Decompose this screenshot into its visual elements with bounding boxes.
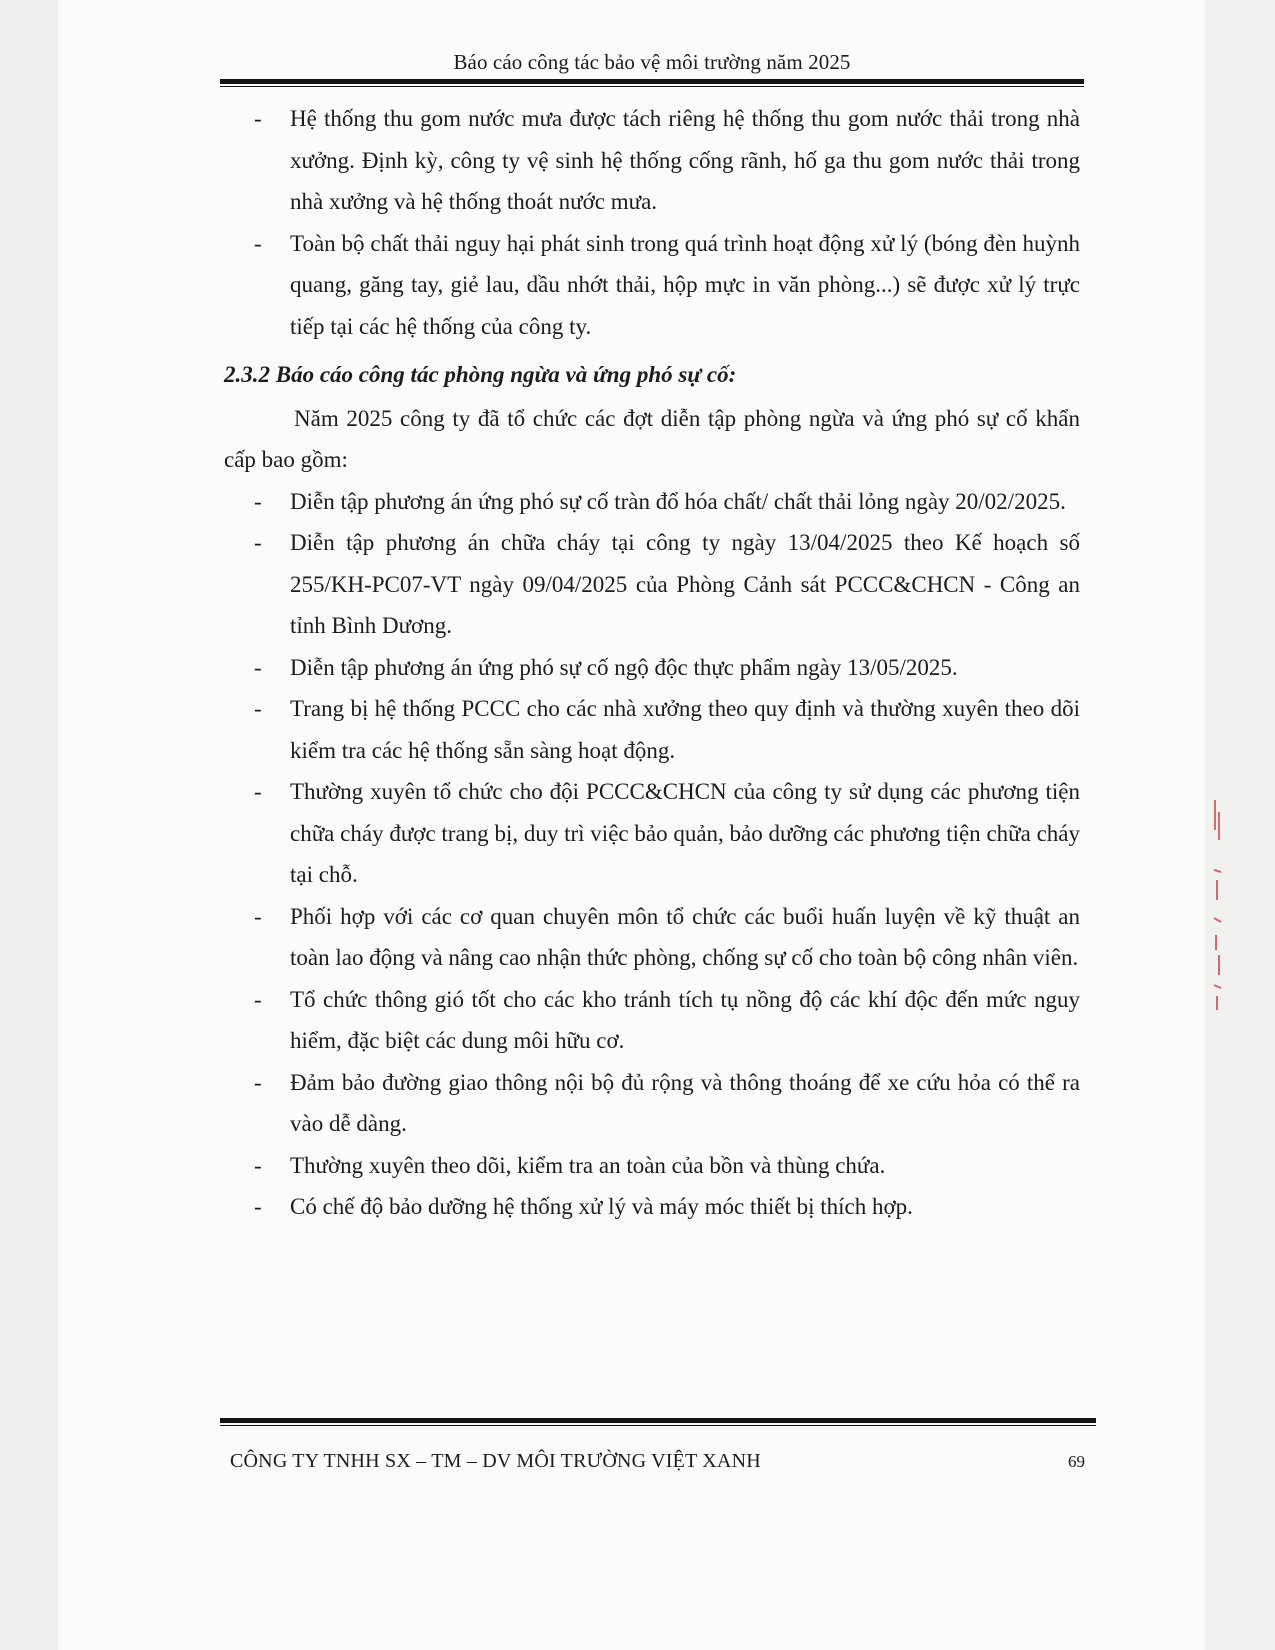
bullet-dash: - <box>254 654 262 680</box>
bullet-dash: - <box>254 230 262 256</box>
footer-company-name: CÔNG TY TNHH SX – TM – DV MÔI TRƯỜNG VIỆT XANH <box>230 1450 761 1472</box>
bullet-dash: - <box>254 903 262 929</box>
list-item: - Đảm bảo đường giao thông nội bộ đủ rộng và thông thoáng để xe cứu hỏa có thể ra vào dễ dàng. <box>224 1062 1080 1145</box>
list-item: - Có chế độ bảo dưỡng hệ thống xử lý và máy móc thiết bị thích hợp. <box>224 1186 1080 1228</box>
list-item: - Toàn bộ chất thải nguy hại phát sinh trong quá trình hoạt động xử lý (bóng đèn huỳnh quang, găng tay, giẻ lau, dầu nhớt thải, hộp mực in văn phòng...) sẽ được xử lý trực tiếp tại các hệ thống của công ty. <box>224 223 1080 348</box>
scan-left-margin <box>0 0 58 1650</box>
bullet-dash: - <box>254 1152 262 1178</box>
section-bullet-list <box>224 481 1080 1228</box>
bullet-dash: - <box>254 530 262 555</box>
section-heading: 2.3.2 Báo cáo công tác phòng ngừa và ứng phó sự cố: <box>224 362 737 387</box>
bullet-dash: - <box>254 1194 262 1219</box>
list-item: - Diễn tập phương án ứng phó sự cố tràn đổ hóa chất/ chất thải lỏng ngày 20/02/2025. <box>224 481 1080 523</box>
list-item: - Phối hợp với các cơ quan chuyên môn tổ chức các buổi huấn luyện về kỹ thuật an toàn lao động và nâng cao nhận thức phòng, chống sự cố cho toàn bộ công nhân viên. <box>224 896 1080 979</box>
bullet-dash: - <box>254 488 262 514</box>
bullet-dash: - <box>254 1069 262 1095</box>
list-item: - Thường xuyên theo dõi, kiểm tra an toàn của bồn và thùng chứa. <box>224 1145 1080 1187</box>
header-rule <box>220 79 1084 84</box>
page-number: 69 <box>1068 1452 1085 1471</box>
list-item: - Diễn tập phương án chữa cháy tại công ty ngày 13/04/2025 theo Kế hoạch số 255/KH-PC07-VT ngày 09/04/2025 của Phòng Cảnh sát PCCC&CHCN - Công an tỉnh Bình Dương. <box>224 522 1080 647</box>
bullet-dash: - <box>254 779 262 804</box>
section-intro: Năm 2025 công ty đã tổ chức các đợt diễn tập phòng ngừa và ứng phó sự cố khẩn cấp bao gồm: <box>224 405 1080 472</box>
list-item: - Tổ chức thông gió tốt cho các kho tránh tích tụ nồng độ các khí độc đến mức nguy hiểm, đặc biệt các dung môi hữu cơ. <box>224 979 1080 1062</box>
page-header-title: Báo cáo công tác bảo vệ môi trường năm 2025 <box>453 50 851 74</box>
list-item: - Hệ thống thu gom nước mưa được tách riêng hệ thống thu gom nước thải trong nhà xưởng. Định kỳ, công ty vệ sinh hệ thống cống rãnh, hố ga thu gom nước thải trong nhà xưởng và hệ thống thoát nước mưa. <box>224 98 1080 223</box>
intro-bullet-list <box>224 98 1080 347</box>
bullet-dash: - <box>254 696 262 721</box>
footer-rule <box>220 1418 1096 1423</box>
bullet-dash: - <box>254 986 262 1012</box>
list-item: - Diễn tập phương án ứng phó sự cố ngộ độc thực phẩm ngày 13/05/2025. <box>224 647 1080 689</box>
seal-stamp-fragment <box>1211 800 1225 1010</box>
list-item: - Trang bị hệ thống PCCC cho các nhà xưởng theo quy định và thường xuyên theo dõi kiểm tra các hệ thống sẵn sàng hoạt động. <box>224 688 1080 771</box>
page-body <box>224 98 1080 1228</box>
footer-rule-thin <box>220 1425 1096 1426</box>
bullet-dash: - <box>254 106 262 131</box>
list-item: - Thường xuyên tổ chức cho đội PCCC&CHCN của công ty sử dụng các phương tiện chữa cháy được trang bị, duy trì việc bảo quản, bảo dưỡng các phương tiện chữa cháy tại chỗ. <box>224 771 1080 896</box>
header-rule-thin <box>220 86 1084 87</box>
